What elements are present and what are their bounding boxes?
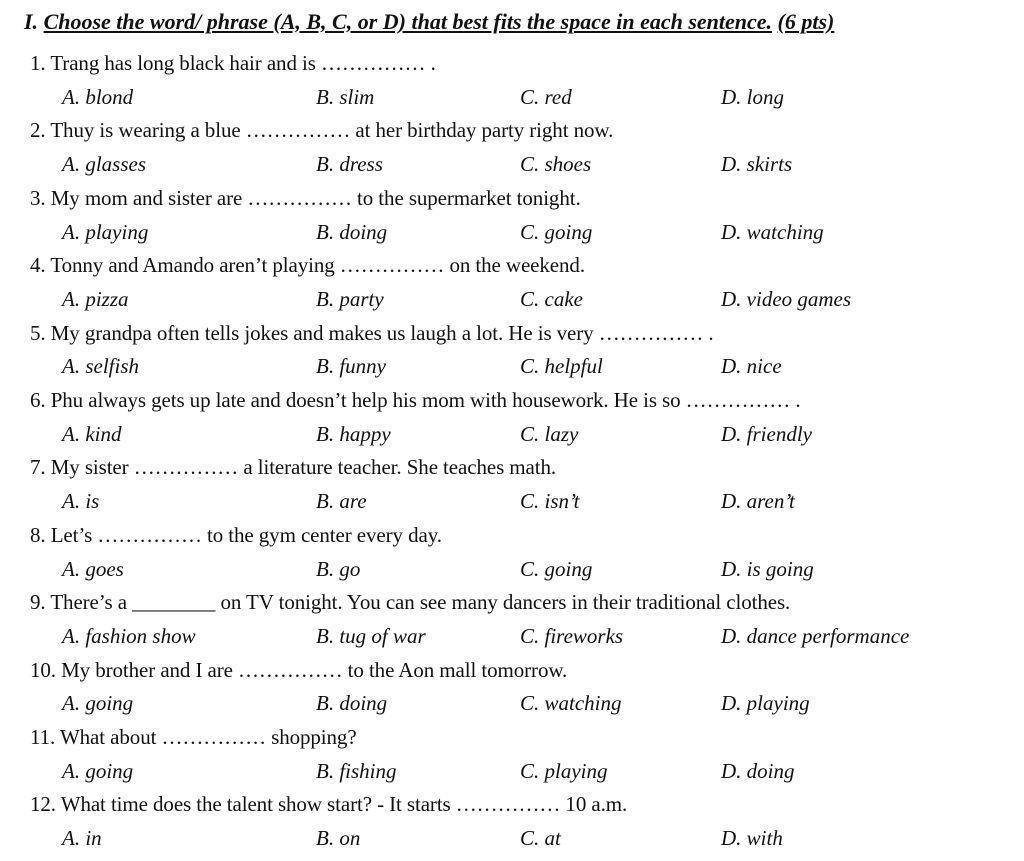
option-d: D. playing [721,691,810,716]
question-text: 5. My grandpa often tells jokes and makes us laugh a lot. He is very …………… . [30,320,714,345]
question-text: 1. Trang has long black hair and is …………… . [30,51,436,75]
question-text: 7. My sister …………… a literature teacher. She teaches math. [30,455,557,480]
option-b: B. doing [316,219,388,244]
option-b: B. are [316,489,367,514]
question-text: 2. Thuy is wearing a blue …………… at her birthday party right now. [30,118,614,143]
question-text: 12. What time does the talent show start? - It starts …………… 10 a.m. [30,792,628,817]
option-c: C. going [520,219,593,244]
option-c: C. lazy [520,421,579,446]
option-d: D. is going [721,556,814,581]
option-c: C. fireworks [520,623,624,648]
option-d: D. long [721,84,784,109]
option-d: D. nice [721,354,782,379]
option-c: C. at [520,826,561,851]
option-c: C. red [520,84,572,109]
section-points: (6 pts) [777,9,835,34]
option-b: B. party [316,286,384,311]
option-c: C. shoes [520,152,592,177]
option-a: A. blond [62,84,134,109]
option-b: B. on [316,826,361,851]
question-text: 8. Let’s …………… to the gym center every day. [30,522,442,547]
question-text: 3. My mom and sister are …………… to the supermarket tonight. [30,185,581,210]
option-c: C. helpful [520,354,603,379]
option-c: C. isn’t [520,489,580,514]
option-d: D. friendly [721,421,812,446]
option-b: B. dress [316,152,383,177]
question-text: 6. Phu always gets up late and doesn’t help his mom with housework. He is so …………… . [30,388,801,412]
option-d: D. skirts [721,152,793,177]
option-b: B. go [316,556,361,581]
option-a: A. going [62,758,134,783]
section-heading [24,9,834,35]
option-b: B. slim [316,84,375,109]
option-b: B. fishing [316,758,397,783]
option-b: B. doing [316,691,388,716]
option-a: A. fashion show [62,623,196,648]
option-a: A. playing [62,219,149,244]
option-d: D. video games [721,286,852,311]
question-text: 10. My brother and I are …………… to the Aon mall tomorrow. [30,657,568,682]
option-b: B. tug of war [316,623,426,648]
option-a: A. going [62,691,134,716]
option-d: D. with [721,826,783,851]
question-text: 9. There’s a ________ on TV tonight. You can see many dancers in their traditional clothes. [30,590,791,615]
option-a: A. kind [62,421,122,446]
option-a: A. pizza [62,286,129,311]
option-c: C. going [520,556,593,581]
option-c: C. cake [520,286,583,311]
option-d: D. aren’t [721,489,795,514]
option-d: D. doing [721,758,795,783]
question-text: 11. What about …………… shopping? [30,725,357,749]
option-d: D. dance performance [721,623,910,648]
option-c: C. watching [520,691,622,716]
option-c: C. playing [520,758,608,783]
option-a: A. glasses [62,152,146,177]
option-a: A. goes [62,556,124,581]
option-b: B. funny [316,354,386,379]
section-number: I. [24,9,39,34]
option-a: A. is [62,489,100,514]
question-text: 4. Tonny and Amando aren’t playing …………… on the weekend. [30,253,585,278]
option-a: A. in [62,826,102,851]
section-instruction: Choose the word/ phrase (A, B, C, or D) that best fits the space in each sentence. [43,9,773,34]
option-b: B. happy [316,421,391,446]
option-d: D. watching [721,219,824,244]
option-a: A. selfish [62,354,139,379]
